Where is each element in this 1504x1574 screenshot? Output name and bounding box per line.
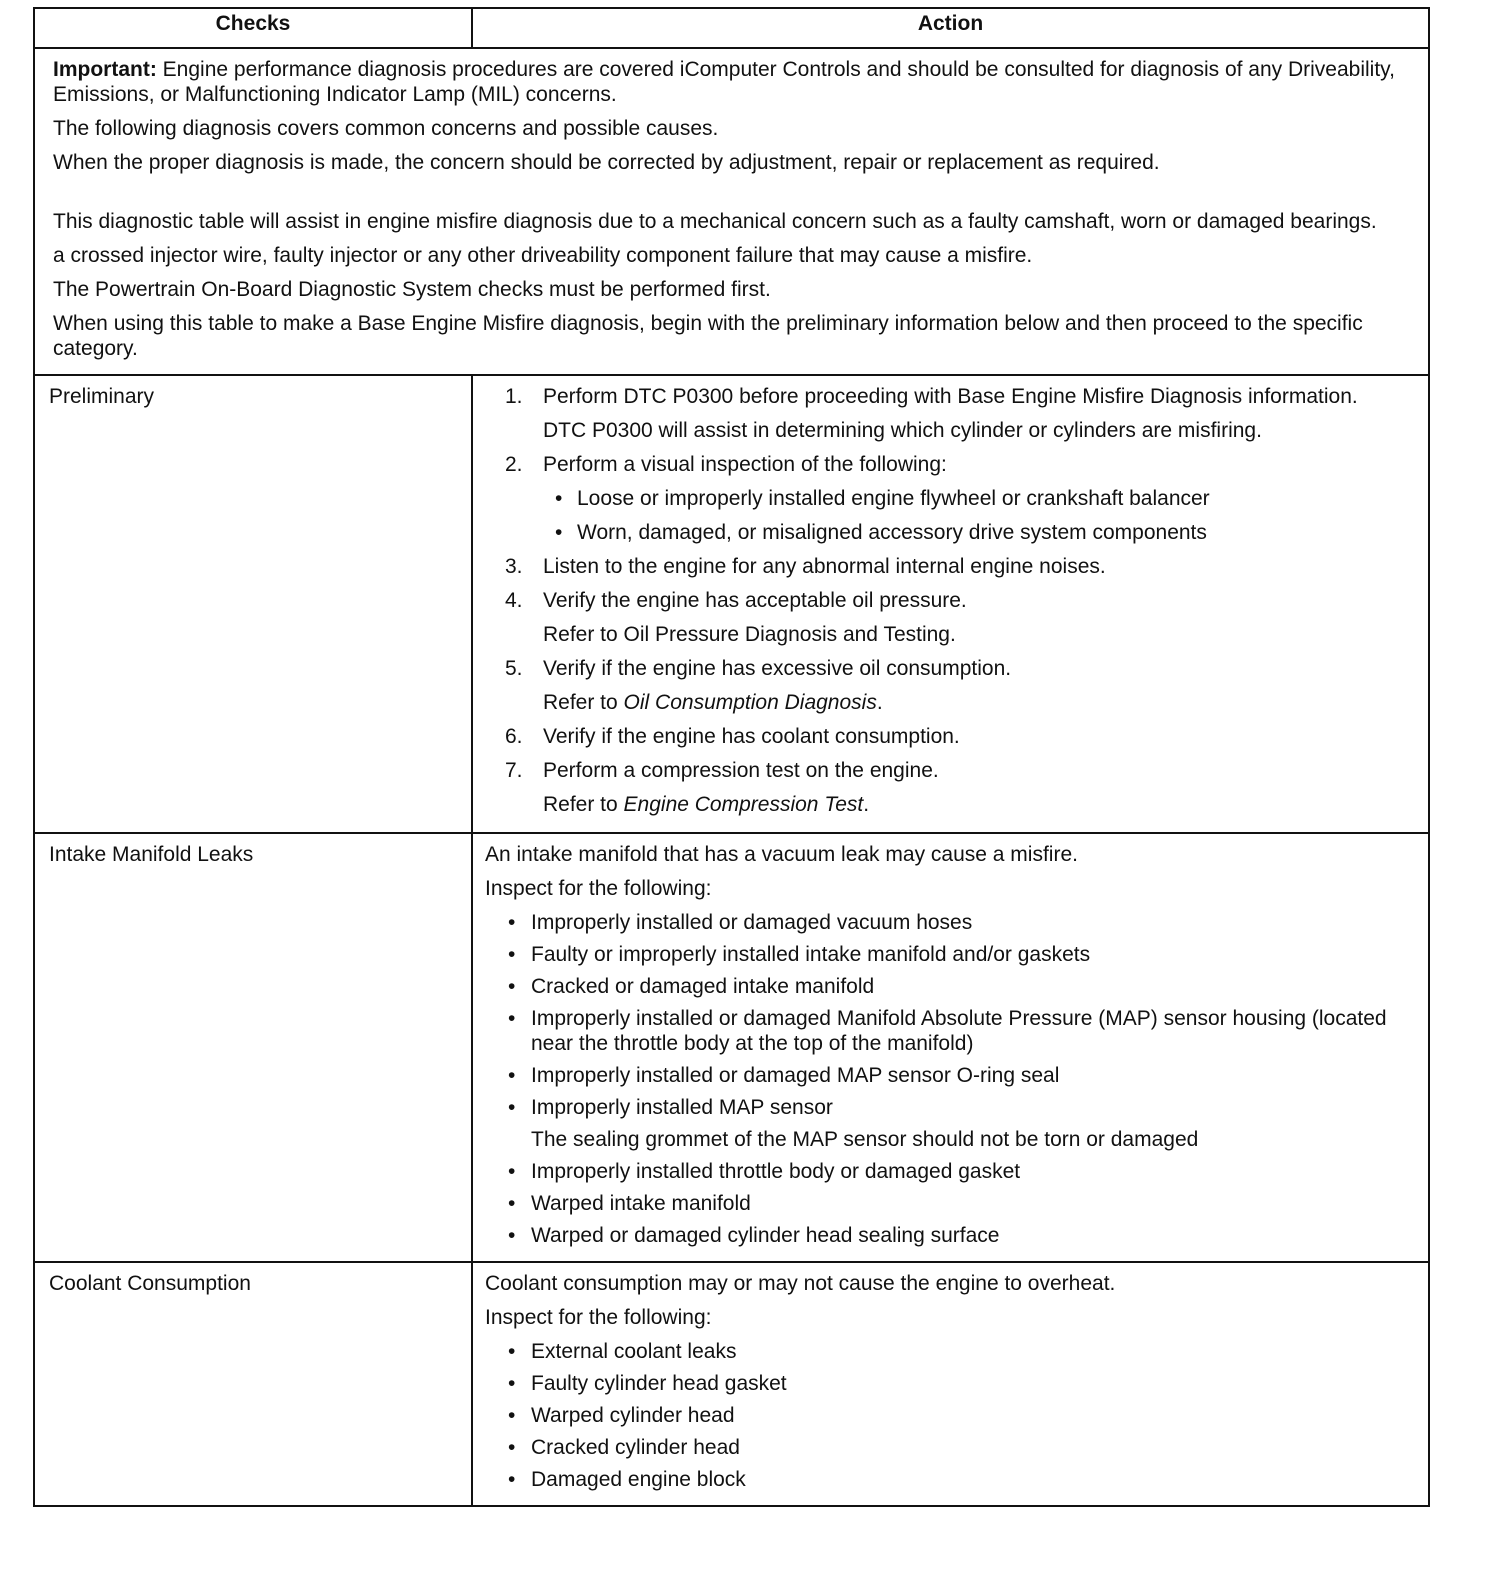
action-paragraph: Inspect for the following: bbox=[485, 1306, 712, 1329]
intro-cell bbox=[34, 48, 1429, 375]
step-note bbox=[543, 690, 1416, 715]
action-coolant-consumption bbox=[472, 1262, 1429, 1506]
list-item-text: Loose or improperly installed engine flywheel or crankshaft balancer bbox=[577, 487, 1210, 510]
intro-paragraph: When the proper diagnosis is made, the concern should be corrected by adjustment, repair or replacement as required. bbox=[53, 151, 1160, 174]
list-item-text: Improperly installed MAP sensor bbox=[531, 1096, 833, 1119]
diagnosis-table bbox=[33, 7, 1430, 1507]
bullet-icon: • bbox=[508, 1096, 516, 1119]
list-item-text: Warped intake manifold bbox=[531, 1192, 751, 1215]
list-item-text: Improperly installed or damaged Manifold Absolute Pressure (MAP) sensor housing (located near the throttle body at the top of the manifold) bbox=[531, 1007, 1387, 1055]
step-item bbox=[505, 724, 1416, 749]
coolant-bullets bbox=[485, 1339, 1416, 1492]
step-item bbox=[505, 554, 1416, 579]
step-note: Refer to Oil Pressure Diagnosis and Testing. bbox=[543, 623, 956, 646]
list-item-text: Warped cylinder head bbox=[531, 1404, 735, 1427]
table-row bbox=[34, 833, 1429, 1262]
action-paragraph: Coolant consumption may or may not cause the engine to overheat. bbox=[485, 1272, 1116, 1295]
list-item-text: Cracked or damaged intake manifold bbox=[531, 975, 875, 998]
important-note bbox=[53, 57, 1412, 107]
list-item-text: External coolant leaks bbox=[531, 1340, 737, 1363]
step-note: DTC P0300 will assist in determining which cylinder or cylinders are misfiring. bbox=[543, 419, 1262, 442]
bullet-icon: • bbox=[508, 1468, 516, 1491]
list-item-text: Cracked cylinder head bbox=[531, 1436, 740, 1459]
step-text: Perform a visual inspection of the following: bbox=[543, 453, 947, 476]
step-number: 5. bbox=[505, 657, 523, 680]
preliminary-steps bbox=[485, 384, 1416, 817]
intro-paragraph: The following diagnosis covers common concerns and possible causes. bbox=[53, 117, 719, 140]
list-item-text: Faulty cylinder head gasket bbox=[531, 1372, 787, 1395]
step-text: Verify if the engine has coolant consumption. bbox=[543, 725, 960, 748]
list-item bbox=[485, 1371, 1416, 1396]
action-preliminary bbox=[472, 375, 1429, 833]
list-item-text: Improperly installed throttle body or damaged gasket bbox=[531, 1160, 1021, 1183]
step-item bbox=[505, 758, 1416, 817]
list-item bbox=[485, 1063, 1416, 1088]
list-item-text: Warped or damaged cylinder head sealing surface bbox=[531, 1224, 1000, 1247]
important-text: Engine performance diagnosis procedures are covered iComputer Controls and should be consulted for diagnosis of any Driveability, Emissions, or Malfunctioning Indicator Lamp (MIL) concerns. bbox=[53, 58, 1395, 106]
bullet-icon: • bbox=[508, 1224, 516, 1247]
bullet-icon: • bbox=[508, 943, 516, 966]
intake-bullets bbox=[485, 910, 1416, 1248]
step-text: Listen to the engine for any abnormal internal engine noises. bbox=[543, 555, 1106, 578]
note-prefix: Refer to bbox=[543, 691, 624, 714]
step-number: 3. bbox=[505, 555, 523, 578]
step-text: Verify if the engine has excessive oil consumption. bbox=[543, 657, 1012, 680]
bullet-icon: • bbox=[508, 1192, 516, 1215]
header-checks: Checks bbox=[34, 8, 472, 48]
step-item bbox=[505, 452, 1416, 545]
step-item bbox=[505, 656, 1416, 715]
header-action: Action bbox=[472, 8, 1429, 48]
table-row bbox=[34, 375, 1429, 833]
action-intake-manifold bbox=[472, 833, 1429, 1262]
list-item bbox=[485, 1159, 1416, 1184]
table-row bbox=[34, 1262, 1429, 1506]
action-paragraph: An intake manifold that has a vacuum leak may cause a misfire. bbox=[485, 843, 1078, 866]
step-text: Verify the engine has acceptable oil pressure. bbox=[543, 589, 967, 612]
list-item bbox=[485, 1223, 1416, 1248]
list-item-text: Improperly installed or damaged vacuum hoses bbox=[531, 911, 973, 934]
list-item bbox=[543, 520, 1416, 545]
list-item bbox=[485, 942, 1416, 967]
step-number: 7. bbox=[505, 759, 523, 782]
step-text: Perform a compression test on the engine. bbox=[543, 759, 939, 782]
bullet-icon: • bbox=[555, 521, 563, 544]
note-suffix: . bbox=[876, 691, 883, 714]
note-reference: Oil Consumption Diagnosis bbox=[623, 691, 877, 714]
step-number: 1. bbox=[505, 385, 523, 408]
intro-paragraph: This diagnostic table will assist in engine misfire diagnosis due to a mechanical concern such as a faulty camshaft, worn or damaged bearings. bbox=[53, 210, 1377, 233]
list-item bbox=[543, 486, 1416, 511]
intro-paragraph: When using this table to make a Base Engine Misfire diagnosis, begin with the preliminary information below and then proceed to the specific category. bbox=[53, 312, 1363, 360]
check-intake-manifold: Intake Manifold Leaks bbox=[34, 833, 472, 1262]
list-item-text: Faulty or improperly installed intake manifold and/or gaskets bbox=[531, 943, 1091, 966]
list-item-text: Improperly installed or damaged MAP sensor O-ring seal bbox=[531, 1064, 1060, 1087]
bullet-icon: • bbox=[555, 487, 563, 510]
list-item-note: The sealing grommet of the MAP sensor should not be torn or damaged bbox=[531, 1128, 1199, 1151]
step-item bbox=[505, 588, 1416, 647]
step-number: 6. bbox=[505, 725, 523, 748]
list-item bbox=[485, 1435, 1416, 1460]
step-note bbox=[543, 792, 1416, 817]
important-label: Important: bbox=[53, 58, 157, 81]
step-number: 2. bbox=[505, 453, 523, 476]
intro-paragraph: a crossed injector wire, faulty injector or any other driveability component failure that may cause a misfire. bbox=[53, 244, 1033, 267]
list-item-text: Worn, damaged, or misaligned accessory drive system components bbox=[577, 521, 1207, 544]
list-item bbox=[485, 1339, 1416, 1364]
bullet-icon: • bbox=[508, 1372, 516, 1395]
intro-paragraph: The Powertrain On-Board Diagnostic System checks must be performed first. bbox=[53, 278, 771, 301]
bullet-icon: • bbox=[508, 1007, 516, 1030]
list-item-text: Damaged engine block bbox=[531, 1468, 746, 1491]
bullet-icon: • bbox=[508, 1340, 516, 1363]
note-reference: Engine Compression Test bbox=[623, 793, 864, 816]
note-suffix: . bbox=[863, 793, 870, 816]
table-header-row bbox=[34, 8, 1429, 48]
check-preliminary: Preliminary bbox=[34, 375, 472, 833]
step-number: 4. bbox=[505, 589, 523, 612]
bullet-icon: • bbox=[508, 975, 516, 998]
step-text: Perform DTC P0300 before proceeding with Base Engine Misfire Diagnosis information. bbox=[543, 385, 1358, 408]
note-prefix: Refer to bbox=[543, 793, 624, 816]
action-paragraph: Inspect for the following: bbox=[485, 877, 712, 900]
list-item bbox=[485, 974, 1416, 999]
list-item bbox=[485, 910, 1416, 935]
step-item bbox=[505, 384, 1416, 443]
bullet-icon: • bbox=[508, 911, 516, 934]
bullet-icon: • bbox=[508, 1404, 516, 1427]
bullet-icon: • bbox=[508, 1436, 516, 1459]
list-item bbox=[485, 1191, 1416, 1216]
step-bullets bbox=[543, 486, 1416, 545]
list-item bbox=[485, 1403, 1416, 1428]
list-item bbox=[485, 1467, 1416, 1492]
bullet-icon: • bbox=[508, 1064, 516, 1087]
list-item bbox=[485, 1095, 1416, 1152]
intro-row bbox=[34, 48, 1429, 375]
bullet-icon: • bbox=[508, 1160, 516, 1183]
list-item bbox=[485, 1006, 1416, 1056]
check-coolant-consumption: Coolant Consumption bbox=[34, 1262, 472, 1506]
